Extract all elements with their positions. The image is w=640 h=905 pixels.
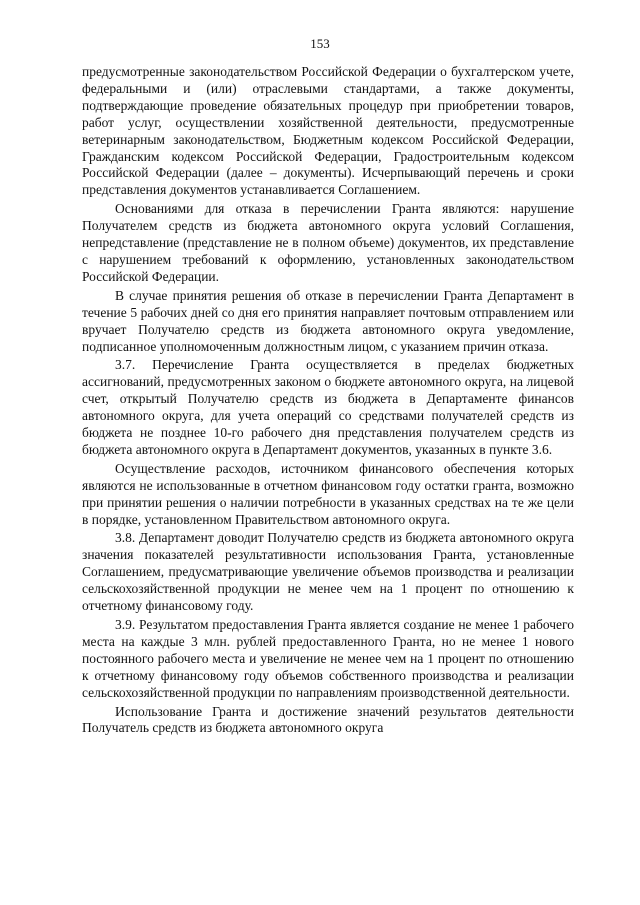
document-body	[82, 64, 574, 739]
paragraph-grant-usage: Использование Гранта и достижение значений результатов деятельности Получатель средств из бюджета автономного округа	[82, 703, 574, 736]
paragraph-refusal-grounds: Основаниями для отказа в перечислении Гранта являются: нарушение Получателем средств из бюджета автономного округа условий Соглашения, непредставление (представление не в полном объеме) документов, их представление с нарушением требований к оформлению, установленных законодательством Российской Федерации.	[82, 201, 574, 284]
page-number: 153	[310, 36, 330, 51]
paragraph-refusal-notice: В случае принятия решения об отказе в перечислении Гранта Департамент в течение 5 рабочих дней со дня его принятия направляет почтовым отправлением или вручает Получателю средств из бюджета автономного округа уведомление, подписанное уполномоченным должностным лицом, с указанием причин отказа.	[82, 287, 574, 354]
paragraph-3-7-grant-transfer: 3.7. Перечисление Гранта осуществляется в пределах бюджетных ассигнований, предусмотренных законом о бюджете автономного округа, на лицевой счет, открытый Получателю средств из бюджета в Департаменте финансов автономного округа, для учета операций со средствами получателей средств из бюджета не позднее 10-го рабочего дня представления получателем средств из бюджета автономного округа в Департамент документов, указанных в пункте 3.6.	[82, 357, 574, 457]
paragraph-document-list-continuation: предусмотренные законодательством Российской Федерации о бухгалтерском учете, федеральными и (или) отраслевыми стандартами, а также документы, подтверждающие проведение обязательных процедур при приобретении товаров, работ услуг, осуществлении хозяйственной деятельности, предусмотренные ветеринарным законодательством, Бюджетным кодексом Российской Федерации, Гражданским кодексом Российской Федерации, Градостроительным кодексом Российской Федерации (далее – документы). Исчерпывающий перечень и сроки представления документов устанавливается Соглашением.	[82, 64, 574, 198]
paragraph-3-8-performance-indicators: 3.8. Департамент доводит Получателю средств из бюджета автономного округа значения показателей результативности использования Гранта, установленные Соглашением, предусматривающие увеличение объемов производства и реализации сельскохозяйственной продукции не менее чем на 1 процент по отношению к отчетному финансовому году.	[82, 530, 574, 614]
paragraph-unused-balances: Осуществление расходов, источником финансового обеспечения которых являются не использованные в отчетном финансовом году остатки гранта, возможно при принятии решения о наличии потребности в указанных средствах на те же цели в порядке, установленном Правительством автономного округа.	[82, 460, 574, 527]
paragraph-3-9-grant-result: 3.9. Результатом предоставления Гранта является создание не менее 1 рабочего места на каждые 3 млн. рублей предоставленного Гранта, но не менее 1 нового постоянного рабочего места и увеличение не менее чем на 1 процент по отношению к отчетному финансовому году объемов собственного производства и реализации сельскохозяйственной продукции по направлениям производственной деятельности.	[82, 617, 574, 700]
